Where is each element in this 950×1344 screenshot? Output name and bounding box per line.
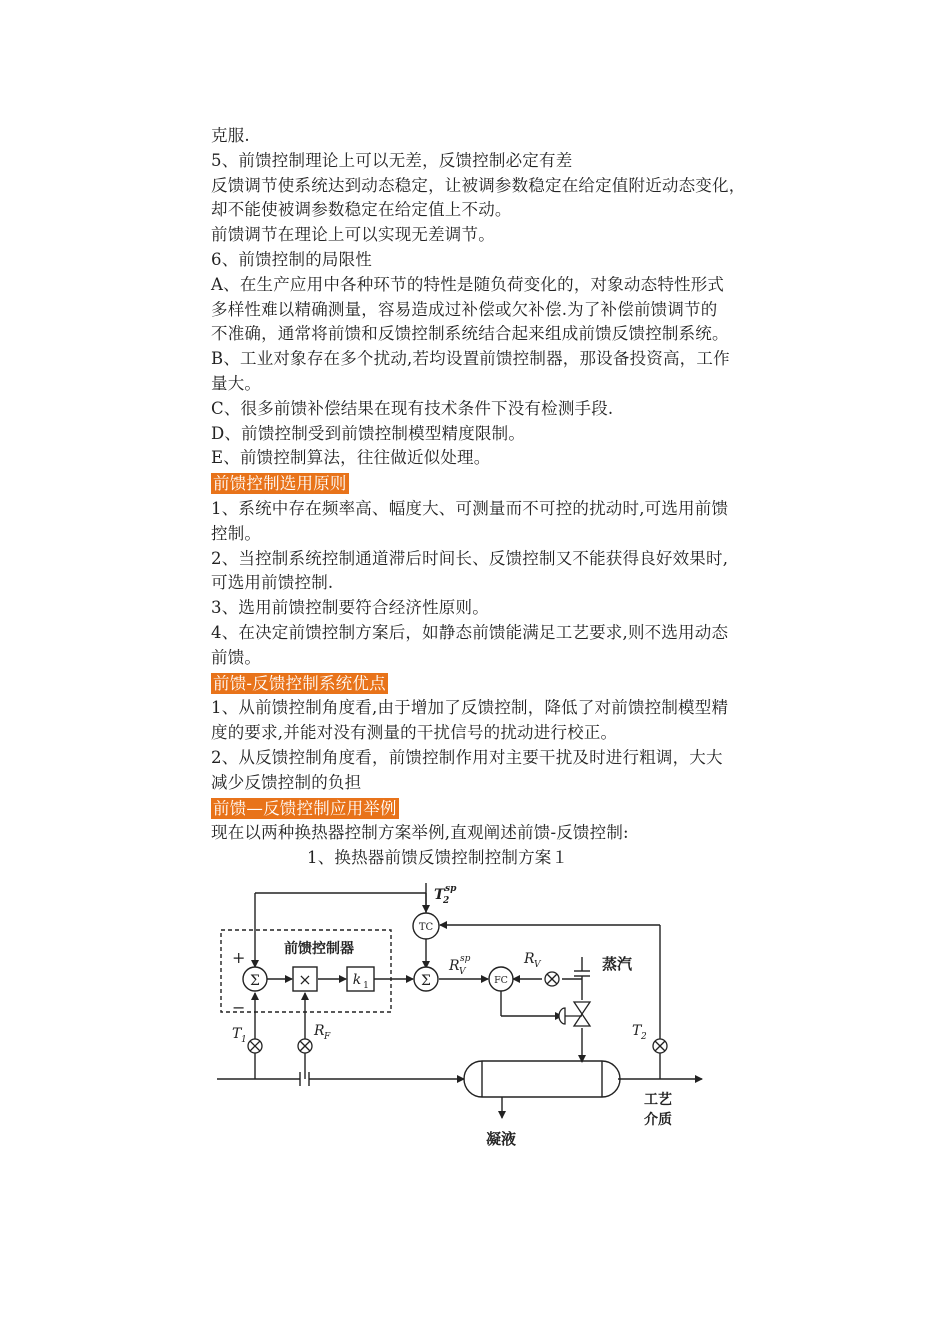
section-heading-6: 6、前馈控制的局限性 — [211, 249, 372, 269]
svg-text:−: − — [232, 998, 246, 1017]
svg-text:Σ: Σ — [250, 973, 260, 989]
text-line: 1、系统中存在频率高、幅度大、可测量而不可控的扰动时,可选用前馈 — [211, 498, 729, 518]
svg-text:T: T — [232, 1026, 242, 1042]
text-line: 2、从反馈控制角度看，前馈控制作用对主要干扰及时进行粗调，大大 — [211, 747, 723, 767]
sensor-icon — [653, 1039, 667, 1053]
highlight-heading-examples: 前馈—反馈控制应用举例 — [213, 798, 397, 818]
heat-exchanger — [464, 1061, 620, 1097]
control-valve-icon — [559, 1002, 590, 1026]
text-line: A、在生产应用中各种环节的特性是随负荷变化的，对象动态特性形式 — [211, 274, 725, 294]
sensor-icon — [298, 1039, 312, 1053]
text-line: 不准确，通常将前馈和反馈控制系统结合起来组成前馈反馈控制系统。 — [211, 324, 729, 344]
text-line: 控制。 — [211, 523, 262, 543]
svg-text:R: R — [314, 1023, 325, 1039]
svg-text:V: V — [459, 967, 466, 977]
svg-text:R: R — [449, 958, 460, 974]
text-line: 减少反馈控制的负担 — [211, 772, 362, 792]
text-line: 前馈。 — [211, 647, 262, 667]
svg-text:sp: sp — [445, 884, 457, 894]
svg-text:R: R — [524, 951, 535, 967]
text-line: 2、当控制系统控制通道滞后时间长、反馈控制又不能获得良好效果时, — [211, 548, 729, 568]
text-line: C、很多前馈补偿结果在现有技术条件下没有检测手段. — [211, 398, 614, 418]
svg-text:Σ: Σ — [421, 973, 431, 989]
tc-label: TC — [418, 922, 434, 933]
svg-text:T: T — [434, 887, 445, 903]
svg-text:V: V — [534, 960, 541, 970]
fc-label: FC — [494, 975, 508, 986]
heat-exchanger-control-diagram — [212, 873, 722, 1163]
text-line: 克服. — [211, 126, 250, 145]
svg-text:+: + — [232, 948, 246, 967]
highlight-heading-advantages: 前馈-反馈控制系统优点 — [213, 673, 386, 693]
svg-text:×: × — [298, 970, 312, 989]
text-line: 反馈调节使系统达到动态稳定，让被调参数稳定在给定值附近动态变化， — [211, 175, 746, 195]
highlight-heading-selection-principles: 前馈控制选用原则 — [213, 474, 347, 494]
steam-label: 蒸汽 — [602, 955, 633, 973]
svg-text:2: 2 — [641, 1032, 647, 1042]
text-line: 度的要求,并能对没有测量的干扰信号的扰动进行校正。 — [211, 723, 618, 743]
text-line: B、工业对象存在多个扰动,若均设置前馈控制器，那设备投资高，工作 — [211, 349, 730, 369]
text-line: 却不能使被调参数稳定在给定值上不动。 — [211, 200, 512, 220]
text-line: 前馈调节在理论上可以实现无差调节。 — [211, 225, 495, 245]
text-line: 多样性难以精确测量，容易造成过补偿或欠补偿.为了补偿前馈调节的 — [211, 299, 718, 319]
svg-text:2: 2 — [443, 896, 450, 906]
text-line: D、前馈控制受到前馈控制模型精度限制。 — [211, 423, 526, 443]
svg-text:k: k — [352, 972, 362, 988]
sensor-icon — [545, 972, 559, 986]
text-line: 1、从前馈控制角度看,由于增加了反馈控制，降低了对前馈控制模型精 — [211, 698, 729, 718]
svg-text:1: 1 — [241, 1035, 247, 1045]
svg-text:sp: sp — [460, 954, 471, 964]
controller-title: 前馈控制器 — [284, 941, 354, 957]
figure-caption: 1、换热器前馈反馈控制控制方案１ — [307, 848, 569, 868]
text-line: 量大。 — [211, 373, 262, 393]
text-line: E、前馈控制算法，往往做近似处理。 — [211, 448, 491, 468]
condensate-label: 凝液 — [486, 1130, 517, 1148]
svg-text:1: 1 — [363, 981, 369, 991]
section-heading-5: 5、前馈控制理论上可以无差，反馈控制必定有差 — [211, 150, 573, 170]
sensor-icon — [248, 1039, 262, 1053]
document-body — [211, 124, 821, 871]
svg-text:F: F — [324, 1032, 331, 1042]
svg-text:介质: 介质 — [644, 1112, 672, 1128]
text-line: 4、在决定前馈控制方案后，如静态前馈能满足工艺要求,则不选用动态 — [211, 622, 729, 642]
svg-text:T: T — [632, 1023, 642, 1039]
process-medium-label: 工艺 — [644, 1092, 672, 1108]
text-line: 现在以两种换热器控制方案举例,直观阐述前馈-反馈控制: — [211, 823, 629, 843]
text-line: 可选用前馈控制. — [211, 573, 334, 593]
text-line: 3、选用前馈控制要符合经济性原则。 — [211, 598, 489, 618]
